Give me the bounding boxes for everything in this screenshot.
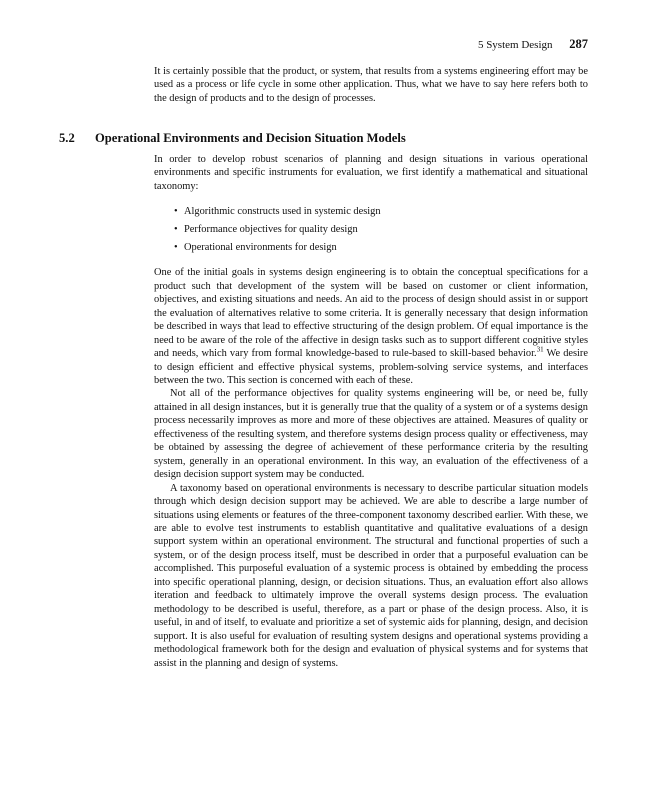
section-title: Operational Environments and Decision Situation Models (95, 131, 406, 145)
running-header (478, 37, 588, 52)
chapter-title: 5 System Design (477, 39, 553, 51)
footnote-reference: 31 (536, 345, 544, 354)
list-item: • Algorithmic constructs used in systemic design (154, 203, 588, 221)
body-paragraph-2: Not all of the performance objectives for quality systems engineering will be, or need be, fully attained in all design instances, but it is generally true that the quality of a system or of a systems design process necessarily improves as more and more of these objectives are attained. Measures of quality or effectiveness of the resulting system, and therefore systems design process quality or effectiveness, may be obtained by assessing the degree of achievement of these performance criteria by the resulting system, generally in an operational environment. In this way, an evaluation of the effectiveness of a design decision support system may be conducted. (154, 388, 588, 481)
bullet-icon: • (174, 224, 178, 236)
taxonomy-list (154, 203, 588, 257)
list-item: • Performance objectives for quality design (154, 221, 588, 239)
list-item: • Operational environments for design (154, 239, 588, 257)
section-body (154, 153, 588, 670)
lead-paragraph: In order to develop robust scenarios of planning and design situations in various operational environments and specific instruments for evaluation, we first identify a mathematical and situational taxonomy: (154, 154, 588, 192)
page-number: 287 (569, 37, 588, 51)
body-paragraph-1: One of the initial goals in systems design engineering is to obtain the conceptual specifications for a product such that development of the system will be based on customer or client information, objectives, and existing situations and needs. An aid to the process of design should assist in or support the evaluation of alternatives relative to some criteria. It is generally necessary that design information be described in ways that lead to effective structuring of the design problem. Of equal importance is the need to be aware of the role of the affective in design tasks such as to support different cognitive styles and needs, which vary from formal knowledge-based to rule-based to skill-based behavior.$^{31}$ We desire to design efficient and effective physical systems, problem-solving service systems, and interfaces between the two. This section is concerned with each of these. (154, 267, 589, 386)
bullet-icon: • (174, 206, 178, 218)
section-number: 5.2 (59, 131, 75, 145)
body-paragraph-3: A taxonomy based on operational environments is necessary to describe particular situation models through which design decision support may be achieved. We are able to describe a large number of situations using elements or features of the three-component taxonomy described earlier. With these, we are able to evolve test instruments to establish quantitative and qualitative evaluations of a design support system within an operational environment. The structural and functional properties of such a system, or of the design process itself, must be described in order that a purposeful evaluation can be accomplished. This purposeful evaluation of a systemic process is obtained by embedding the process into specific operational planning, design, or decision situations. Thus, an evaluation effort also allows iteration and feedback to ultimately improve the overall systems design process. The evaluation methodology to be described is useful, therefore, as a part or phase of the design process. Also, it is useful, in and of itself, to evaluate and prioritize a set of systemic aids for planning, design, and decision support. It is also useful for evaluation of resulting system designs and operational systems providing a methodological framework both for the design and evaluation of physical systems and for systems that assist in the planning and design of systems. (154, 482, 588, 669)
intro-paragraph: It is certainly possible that the product, or system, that results from a systems engineering effort may be used as a process or life cycle in some other application. Thus, what we have to say here refers both to the design of products and to the design of processes. (154, 66, 588, 104)
bullet-icon: • (174, 242, 178, 254)
section-heading (59, 131, 599, 146)
intro-block (154, 65, 588, 105)
